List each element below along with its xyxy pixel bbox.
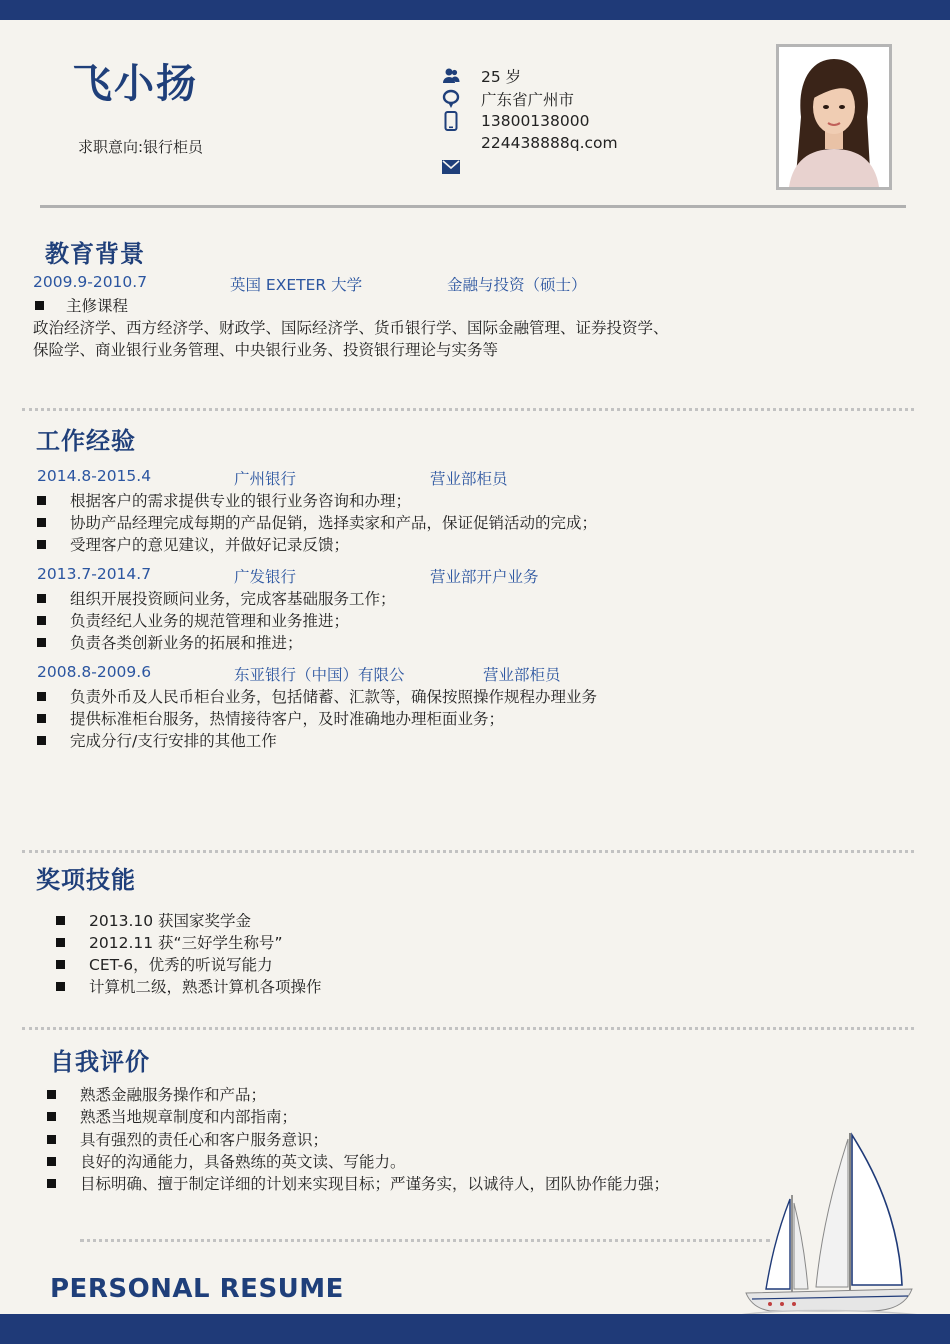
phone-icon [440,110,462,132]
bullet-marker [56,916,65,925]
candidate-name: 飞小扬 [72,61,198,107]
list-item [37,587,396,609]
bullet-marker [37,638,46,647]
header-divider [40,205,906,208]
personal-resume-label: PERSONAL RESUME [50,1274,344,1304]
bullet-marker [37,616,46,625]
list-item [56,909,251,931]
top-color-band [0,0,950,20]
self-eval-text: 熟悉金融服务操作和产品； [80,1086,267,1104]
job-duty: 协助产品经理完成每期的产品促销，选择卖家和产品，保证促销活动的完成； [70,514,598,532]
award-text: 2013.10 获国家奖学金 [89,912,252,930]
job-date: 2013.7-2014.7 [37,565,152,583]
course-label-row [35,294,128,316]
list-item [37,511,597,533]
education-school: 英国 EXETER 大学 [230,276,363,294]
list-item [56,975,322,997]
age-text: 25 岁 [481,68,522,86]
bullet-marker [37,594,46,603]
award-text: 计算机二级，熟悉计算机各项操作 [89,978,322,996]
course-label: 主修课程 [66,297,129,315]
profile-photo [776,44,892,190]
self-eval-text: 具有强烈的责任心和客户服务意识； [80,1131,329,1149]
list-item [56,931,283,953]
self-eval-text: 良好的沟通能力，具备熟练的英文读、写能力。 [80,1153,406,1171]
bullet-marker [47,1090,56,1099]
list-item [37,631,303,653]
job-duty: 负责各类创新业务的拓展和推进； [70,634,303,652]
self-evaluation-heading: 自我评价 [50,1048,150,1076]
list-item [47,1105,297,1127]
job-company: 东亚银行（中国）有限公 [234,666,405,684]
course-list-line1: 政治经济学、西方经济学、财政学、国际经济学、货币银行学、国际金融管理、证券投资学、 [33,319,669,337]
list-item [56,953,273,975]
education-heading: 教育背景 [45,240,145,268]
job-duty: 提供标准柜台服务，热情接待客户，及时准确地办理柜面业务； [70,710,505,728]
info-phone [440,110,590,132]
list-item [37,707,504,729]
info-age [440,65,522,87]
section-divider [80,1239,770,1242]
info-location [440,88,575,110]
list-item [47,1083,266,1105]
sailboat-illustration [740,1125,920,1317]
award-text: 2012.11 获“三好学生称号” [89,934,283,952]
job-duty: 完成分行/支行安排的其他工作 [70,732,277,750]
job-company: 广州银行 [234,470,297,488]
list-item [37,533,349,555]
awards-heading: 奖项技能 [36,866,136,894]
job-date: 2008.8-2009.6 [37,663,152,681]
bullet-marker [47,1179,56,1188]
course-list-line2: 保险学、商业银行业务管理、中央银行业务、投资银行理论与实务等 [33,341,499,359]
bullet-marker [37,692,46,701]
work-heading: 工作经验 [36,427,136,455]
bullet-marker [47,1135,56,1144]
list-item [47,1150,406,1172]
bullet-marker [35,301,44,310]
education-date: 2009.9-2010.7 [33,273,148,291]
bullet-marker [56,982,65,991]
bullet-marker [47,1112,56,1121]
location-pin-icon [440,88,462,110]
list-item [37,609,349,631]
bullet-marker [37,496,46,505]
job-objective: 求职意向:银行柜员 [78,138,204,156]
list-item [37,729,277,751]
list-item [47,1172,669,1194]
self-eval-text: 熟悉当地规章制度和内部指南； [80,1108,298,1126]
bullet-marker [56,960,65,969]
email-icon [440,156,462,178]
job-duty: 负责外币及人民币柜台业务，包括储蓄、汇款等，确保按照操作规程办理业务 [70,688,598,706]
bullet-marker [37,540,46,549]
job-role: 营业部开户业务 [430,568,539,586]
list-item [37,685,597,707]
bullet-marker [37,518,46,527]
bottom-color-band [0,1314,950,1344]
location-text: 广东省广州市 [481,91,575,109]
job-duty: 负责经纪人业务的规范管理和业务推进； [70,612,350,630]
job-company: 广发银行 [234,568,297,586]
section-divider [22,850,914,853]
list-item [47,1128,328,1150]
bullet-marker [47,1157,56,1166]
job-duty: 组织开展投资顾问业务，完成客基础服务工作； [70,590,396,608]
bullet-marker [56,938,65,947]
bullet-marker [37,714,46,723]
phone-text: 13800138000 [481,112,590,130]
job-duty: 受理客户的意见建议，并做好记录反馈； [70,536,350,554]
self-eval-text: 目标明确、擅于制定详细的计划来实现目标；严谨务实，以诚待人，团队协作能力强； [80,1175,670,1193]
job-role: 营业部柜员 [483,666,561,684]
section-divider [22,1027,914,1030]
award-text: CET-6，优秀的听说写能力 [89,956,273,974]
bullet-marker [37,736,46,745]
education-major: 金融与投资（硕士） [447,276,587,294]
job-duty: 根据客户的需求提供专业的银行业务咨询和办理； [70,492,412,510]
section-divider [22,408,914,411]
job-role: 营业部柜员 [430,470,508,488]
person-icon [440,65,462,87]
job-date: 2014.8-2015.4 [37,467,152,485]
email-text[interactable]: 224438888q.com [481,134,618,152]
list-item [37,489,411,511]
